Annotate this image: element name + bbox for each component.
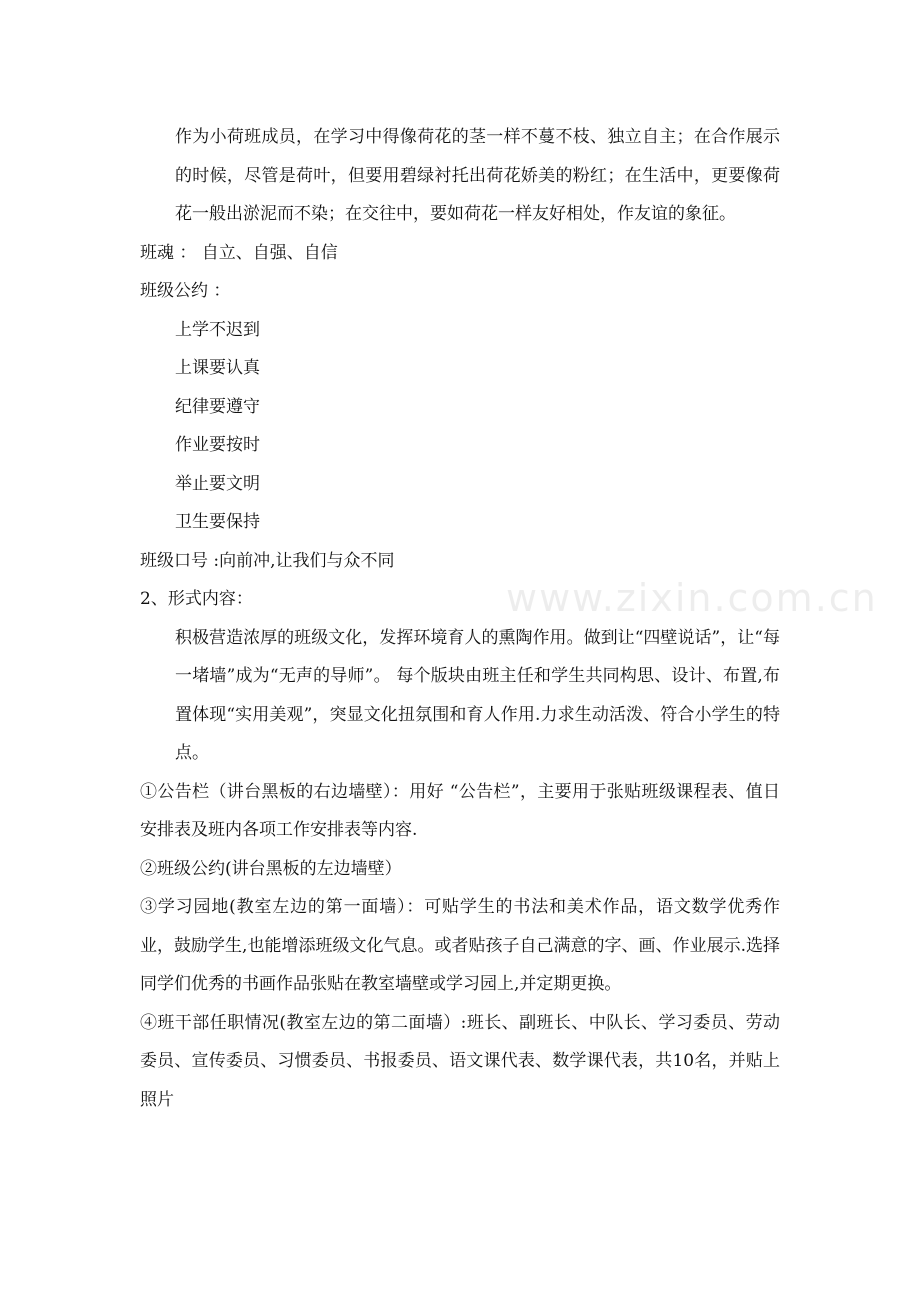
list-item: 纪律要遵守 [175, 396, 260, 417]
document-body [140, 118, 780, 1119]
item-class-rules-wall: ②班级公约(讲台黑板的左边墙壁） [140, 858, 402, 879]
class-rules-heading: 班级公约 ： [140, 281, 231, 301]
list-item: 卫生要保持 [175, 512, 260, 532]
item-learning-garden: ③学习园地(教室左边的第一面墙）：可贴学生的书法和美术作品，语文数学优秀作业，鼓励学生,也能增添班级文化气息。或者贴孩子自己满意的字、画、作业展示.选择同学们优秀的书画作品张贴在教室墙壁或学习园上,并定期更换。 [140, 897, 780, 994]
class-soul: 班魂 ： 自立、自强、自信 [140, 242, 338, 263]
item-bulletin-board: ①公告栏（讲台黑板的右边墙壁）：用好 “公告栏”，主要用于张贴班级课程表、值日安排表及班内各项工作安排表等内容. [140, 781, 780, 840]
section-2-heading: 2、形式内容： [140, 589, 253, 609]
paragraph-intro: 作为小荷班成员，在学习中得像荷花的茎一样不蔓不枝、独立自主；在合作展示的时候，尽管是荷叶，但要用碧绿衬托出荷花娇美的粉红；在生活中，更要像荷花一般出淤泥而不染；在交往中，要如荷花一样友好相处，作友谊的象征。 [175, 127, 780, 224]
list-item: 举止要文明 [175, 473, 260, 494]
watermark: www.zixin.com.cn [506, 576, 878, 620]
class-rules-list [140, 311, 780, 542]
list-item: 上课要认真 [175, 358, 260, 378]
list-item: 上学不迟到 [175, 319, 260, 340]
section-2-paragraph: 积极营造浓厚的班级文化，发挥环境育人的熏陶作用。做到让“四壁说话”，让“每一堵墙”成为“无声的导师”。 每个版块由班主任和学生共同构思、设计、布置,布置体现“实用美观”，突显文化扭氛围和育人作用.力求生动活泼、符合小学生的特点。 [175, 627, 780, 763]
item-class-cadres: ④班干部任职情况(教室左边的第二面墙）:班长、副班长、中队长、学习委员、劳动委员、宣传委员、习惯委员、书报委员、语文课代表、数学课代表，共10名，并贴上照片 [140, 1012, 780, 1110]
list-item: 作业要按时 [175, 435, 260, 455]
class-slogan: 班级口号 :向前冲,让我们与众不同 [140, 550, 395, 571]
